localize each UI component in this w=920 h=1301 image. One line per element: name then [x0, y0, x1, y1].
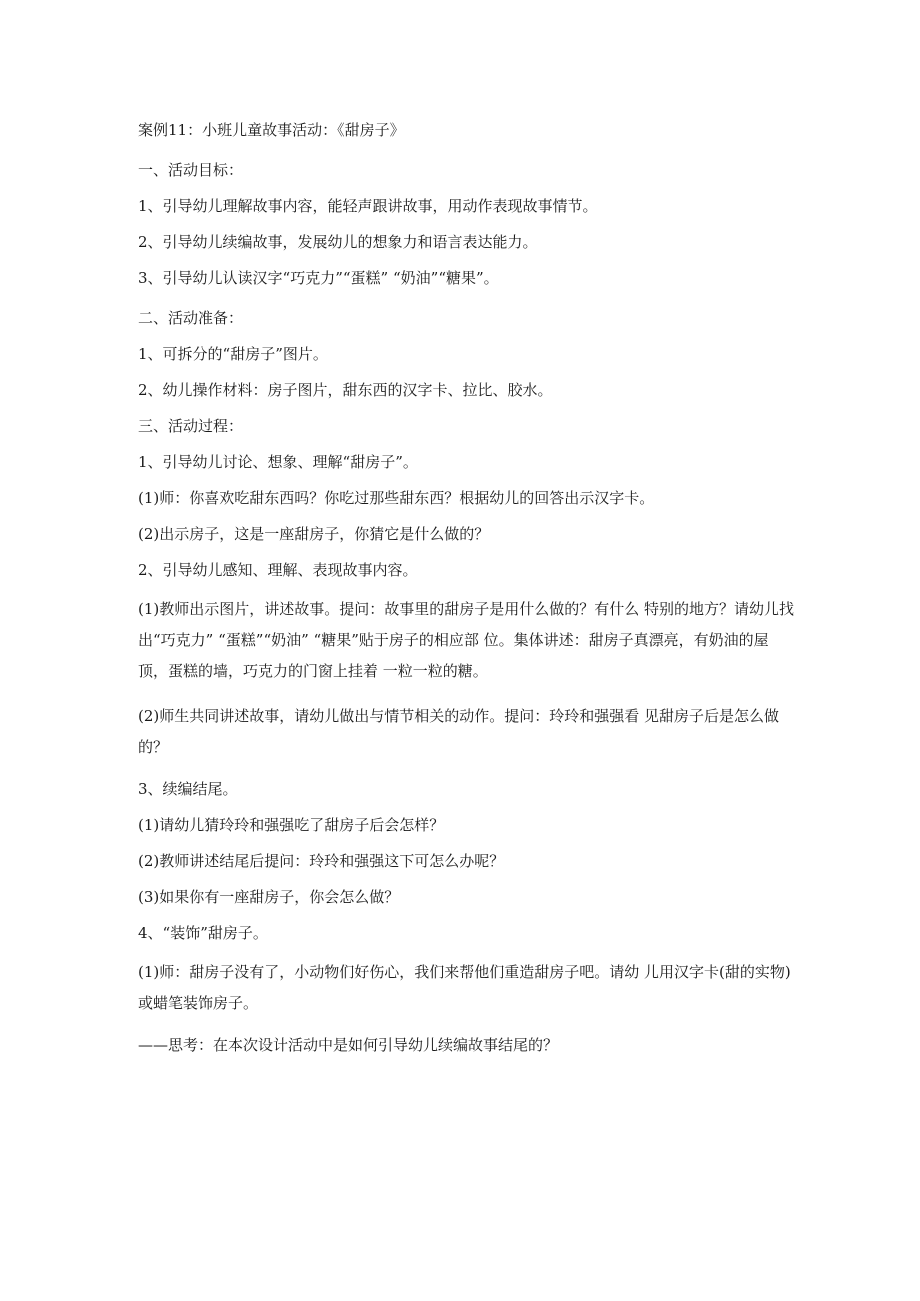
preparation-item: 2、幼儿操作材料：房子图片，甜东西的汉字卡、拉比、胶水。 — [138, 381, 553, 399]
process-step-item: (1)请幼儿猜玲玲和强强吃了甜房子后会怎样？ — [138, 816, 445, 834]
process-step-paragraph: (1)教师出示图片，讲述故事。提问：故事里的甜房子是用什么做的？有什么 特别的地方？请幼儿找出“巧克力” “蛋糕”“奶油” “糖果”贴于房子的相应部 位。集体讲述：甜房子真漂亮，有奶油的屋顶，蛋糕的墙，巧克力的门窗上挂着 一粒一粒的糖。 — [138, 600, 795, 680]
goal-item: 2、引导幼儿续编故事，发展幼儿的想象力和语言表达能力。 — [138, 233, 538, 251]
document-title: 案例11：小班儿童故事活动：《甜房子》 — [138, 121, 405, 139]
document-body — [138, 118, 798, 1057]
process-step-heading: 4、“装饰”甜房子。 — [138, 924, 268, 942]
goal-item: 3、引导幼儿认读汉字“巧克力”“蛋糕” “奶油”“糖果”。 — [138, 269, 499, 287]
section-heading-process: 三、活动过程： — [138, 417, 244, 435]
process-step-paragraph: (2)师生共同讲述故事，请幼儿做出与情节相关的动作。提问：玲玲和强强看 见甜房子后是怎么做的？ — [138, 707, 780, 756]
process-step-item: (3)如果你有一座甜房子，你会怎么做？ — [138, 888, 400, 906]
reflection-question: ——思考：在本次设计活动中是如何引导幼儿续编故事结尾的？ — [138, 1036, 559, 1054]
process-step-heading: 2、引导幼儿感知、理解、表现故事内容。 — [138, 561, 418, 579]
section-heading-preparation: 二、活动准备： — [138, 309, 244, 327]
process-step-item: (2)出示房子，这是一座甜房子，你猜它是什么做的？ — [138, 525, 490, 543]
process-step-paragraph: (1)师：甜房子没有了，小动物们好伤心，我们来帮他们重造甜房子吧。请幼 儿用汉字卡(甜的实物)或蜡笔装饰房子。 — [138, 963, 791, 1012]
process-step-heading: 1、引导幼儿讨论、想象、理解“甜房子”。 — [138, 453, 418, 471]
section-heading-goals: 一、活动目标： — [138, 161, 244, 179]
process-step-item: (2)教师讲述结尾后提问：玲玲和强强这下可怎么办呢？ — [138, 852, 505, 870]
process-step-item: (1)师：你喜欢吃甜东西吗？你吃过那些甜东西？根据幼儿的回答出示汉字卡。 — [138, 489, 655, 507]
preparation-item: 1、可拆分的“甜房子”图片。 — [138, 345, 328, 363]
goal-item: 1、引导幼儿理解故事内容，能轻声跟讲故事，用动作表现故事情节。 — [138, 197, 598, 215]
process-step-heading: 3、续编结尾。 — [138, 780, 238, 798]
